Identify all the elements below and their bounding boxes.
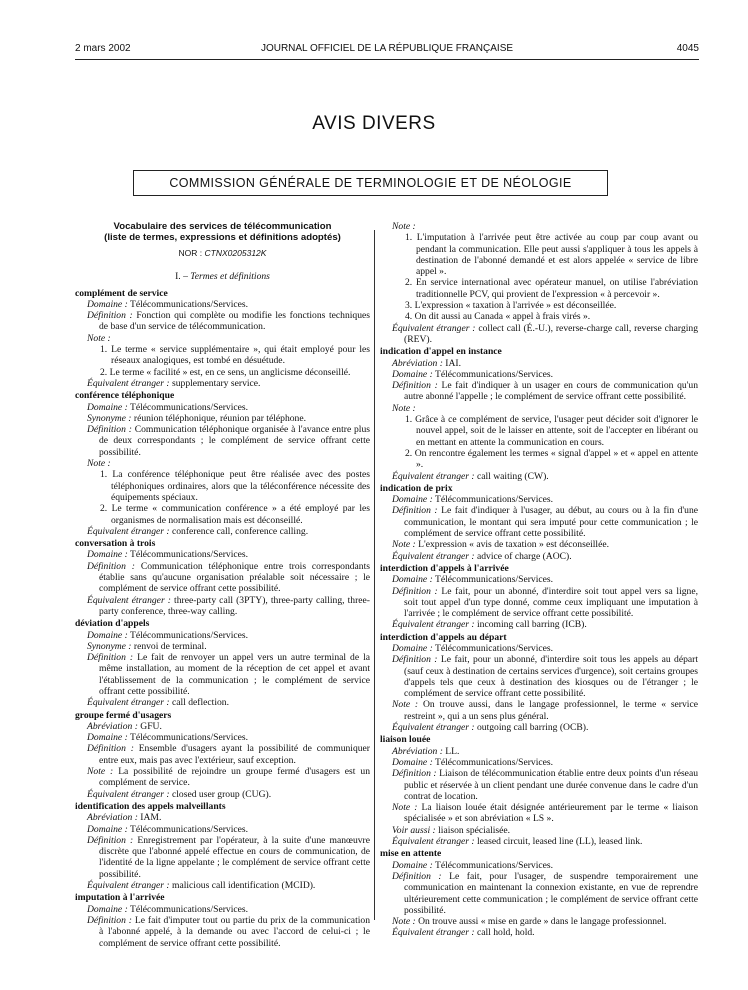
- note-item: 1. L'imputation à l'arrivée peut être activée au coup par coup avant ou pendant la communication. Elle peut aussi s'appliquer à tous les appels à destination de l'abonné demandé et est alors appelée « service de libre appel ».: [405, 232, 698, 278]
- entry-domaine: [75, 299, 370, 310]
- equivalent-value: outgoing call barring (OCB).: [477, 722, 589, 734]
- entry-equivalent: [75, 789, 370, 800]
- equivalent-value: three-party call (3PTY), three-party calling, three-party conference, three-way calling.: [99, 594, 370, 617]
- note-item: 4. On dit aussi au Canada « appel à frais virés ».: [405, 311, 591, 323]
- domaine-value: Télécommunications/Services.: [130, 629, 249, 641]
- entry-term: identification des appels malveillants: [75, 800, 226, 812]
- entry-term: déviation d'appels: [75, 618, 150, 630]
- commission-box: COMMISSION GÉNÉRALE DE TERMINOLOGIE ET DE NÉOLOGIE: [133, 170, 608, 196]
- entry: [75, 390, 370, 537]
- entry-abreviation: [75, 721, 370, 732]
- domaine-value: Télécommunications/Services.: [435, 756, 554, 768]
- note-value: On trouve aussi « mise en garde » dans le langage professionnel.: [418, 916, 667, 928]
- note-label: Note :: [392, 402, 416, 414]
- abreviation-label: Abréviation :: [392, 745, 443, 757]
- equivalent-label: Équivalent étranger :: [87, 377, 170, 389]
- entry-equivalent: [380, 927, 698, 938]
- equivalent-value: supplementary service.: [172, 377, 261, 389]
- domaine-value: Télécommunications/Services.: [130, 903, 249, 915]
- entry-domaine: [75, 732, 370, 743]
- definition-label: Définition :: [87, 834, 134, 846]
- entry-term: groupe fermé d'usagers: [75, 709, 172, 721]
- note-label: Note :: [392, 802, 418, 814]
- definition-label: Définition :: [87, 743, 134, 755]
- domaine-value: Télécommunications/Services.: [435, 368, 554, 380]
- entry: [75, 538, 370, 617]
- equivalent-label: Équivalent étranger :: [87, 525, 170, 537]
- entry: [380, 483, 698, 562]
- definition-value: Le fait d'indiquer à un usager en cours de communication qu'un autre abonné l'appelle ; le complément de service offrant cette possibilité.: [404, 380, 699, 403]
- section-title: [75, 271, 370, 282]
- header-date: 2 mars 2002: [75, 43, 131, 54]
- abreviation-label: Abréviation :: [392, 357, 443, 369]
- note-label: Note :: [392, 699, 419, 711]
- entry-synonyme: [75, 413, 370, 424]
- note-label: Note :: [392, 916, 416, 928]
- entry-term: indication de prix: [380, 482, 453, 494]
- domaine-value: Télécommunications/Services.: [435, 574, 554, 586]
- note-value: La possibilité de rejoindre un groupe fermé d'usagers est un complément de service.: [99, 766, 370, 789]
- entry-equivalent: [75, 526, 370, 537]
- entry-note: [380, 802, 698, 825]
- domaine-label: Domaine :: [87, 629, 128, 641]
- entry: [380, 346, 698, 482]
- note-item: 2. Le terme « facilité » est, en ce sens, un anglicisme déconseillé.: [100, 366, 351, 378]
- entry-term: conversation à trois: [75, 538, 156, 550]
- nor-value: CTNX0205312K: [204, 248, 267, 258]
- note-label: Note :: [392, 539, 416, 551]
- definition-label: Définition :: [87, 652, 134, 664]
- domaine-label: Domaine :: [87, 732, 128, 744]
- voir-aussi-value: liaison spécialisée.: [438, 824, 511, 836]
- equivalent-label: Équivalent étranger :: [87, 880, 170, 892]
- domaine-value: Télécommunications/Services.: [130, 298, 249, 310]
- entry-equivalent: [75, 595, 370, 618]
- voir-aussi-label: Voir aussi :: [392, 824, 436, 836]
- definition-value: Le fait, pour l'usager, de suspendre temporairement une communication en maintenant la connexion existante, en vue de reprendre ultérieurement cette communication ; le complément de service offrant cette possibilité.: [404, 870, 698, 916]
- entry-domaine: [380, 369, 698, 380]
- definition-value: Fonction qui complète ou modifie les fonctions techniques de base d'un service de télécommunication.: [99, 310, 370, 333]
- domaine-label: Domaine :: [87, 401, 128, 413]
- definition-label: Définition :: [87, 560, 135, 572]
- note-item: 2. Le terme « communication conférence » a été employé par les organismes de normalisation mais est déconseillé.: [100, 503, 370, 526]
- entry-equivalent: [75, 880, 370, 891]
- entry-definition: [380, 586, 698, 620]
- domaine-label: Domaine :: [87, 903, 128, 915]
- definition-value: Enregistrement par l'opérateur, à la suite d'une manœuvre discrète que l'abonné appelé effectue en cours de communication, de l'identité de la ligne appelante ; le complément de service offrant cette possibilité.: [99, 834, 371, 880]
- note-value: L'expression « avis de taxation » est déconseillée.: [418, 539, 610, 551]
- equivalent-value: leased circuit, leased line (LL), leased link.: [477, 836, 643, 848]
- definition-label: Définition :: [87, 914, 132, 926]
- left-column: [75, 221, 370, 949]
- document-title-line1: Vocabulaire des services de télécommunication: [113, 221, 332, 232]
- abreviation-value: GFU.: [140, 720, 162, 732]
- entry-term: complément de service: [75, 287, 168, 299]
- header-rule: [75, 59, 699, 60]
- synonyme-value: réunion téléphonique, réunion par téléphone.: [133, 412, 306, 424]
- definition-value: Le fait, pour un abonné, d'interdire soit tous les appels au départ (sauf ceux à destination de certains services d'urgence), soit certains groupes d'appels tels que ceux à destination des kiosques ou de l'étranger ; le complément de service offrant cette possibilité.: [404, 654, 698, 700]
- note-item: 1. La conférence téléphonique peut être réalisée avec des postes téléphoniques ordinaires, alors que la téléconférence nécessite des équipements spéciaux.: [100, 469, 370, 503]
- domaine-value: Télécommunications/Services.: [130, 401, 249, 413]
- entry-abreviation: [75, 812, 370, 823]
- domaine-label: Domaine :: [392, 642, 433, 654]
- entry: [380, 563, 698, 631]
- entry-definition: [380, 768, 698, 802]
- entry: [75, 288, 370, 390]
- definition-label: Définition :: [392, 870, 442, 882]
- entry-term: interdiction d'appels au départ: [380, 631, 507, 643]
- definition-value: Le fait, pour un abonné, d'interdire soit tout appel vers sa ligne, soit tout appel d'un type donné, comme ceux impliquant une imputation à l'arrivée ; le complément de service offrant cette possibilité.: [404, 585, 699, 620]
- synonyme-value: renvoi de terminal.: [133, 640, 207, 652]
- abreviation-value: IAI.: [445, 357, 462, 369]
- entry-note: [380, 916, 698, 927]
- equivalent-label: Équivalent étranger :: [392, 927, 475, 939]
- domaine-label: Domaine :: [392, 368, 433, 380]
- entry: [75, 710, 370, 800]
- entry-note: [380, 699, 698, 722]
- note-label: Note :: [392, 221, 416, 232]
- domaine-value: Télécommunications/Services.: [130, 823, 249, 835]
- equivalent-label: Équivalent étranger :: [392, 836, 475, 848]
- header-journal-title: JOURNAL OFFICIEL DE LA RÉPUBLIQUE FRANÇAISE: [260, 43, 514, 54]
- entry-definition: [380, 505, 698, 539]
- nor-label: NOR :: [178, 248, 203, 258]
- entry-abreviation: [380, 358, 698, 369]
- equivalent-value: conference call, conference calling.: [172, 525, 309, 537]
- domaine-label: Domaine :: [87, 298, 128, 310]
- entry-domaine: [380, 643, 698, 654]
- definition-label: Définition :: [392, 585, 438, 597]
- definition-value: Le fait de renvoyer un appel vers un autre terminal de la même installation, au moment de la réception de cet appel et avant l'établissement de la communication ; le complément de service offrant cette possibilité.: [99, 652, 371, 697]
- entry: [75, 892, 370, 948]
- entry-continued: [380, 221, 698, 345]
- definition-label: Définition :: [87, 310, 133, 322]
- running-header: [75, 43, 699, 57]
- entry-definition: [75, 652, 370, 697]
- equivalent-label: Équivalent étranger :: [392, 550, 475, 562]
- domaine-label: Domaine :: [392, 574, 433, 586]
- entry-note: [380, 539, 698, 550]
- note-label: Note :: [87, 766, 114, 778]
- synonyme-label: Synonyme :: [87, 412, 132, 424]
- entry: [380, 734, 698, 847]
- note-value: On trouve aussi, dans le langage professionnel, le terme « service restreint », qui a un sens plus général.: [404, 699, 698, 722]
- entry-definition: [75, 743, 370, 766]
- entry-equivalent: [380, 836, 698, 847]
- definition-label: Définition :: [87, 424, 132, 436]
- domaine-label: Domaine :: [392, 859, 433, 871]
- note-item: 2. On rencontre également les termes « signal d'appel » et « appel en attente ».: [405, 447, 698, 471]
- section-number: I. –: [175, 271, 188, 283]
- entry-equivalent: [380, 471, 698, 482]
- entry-domaine: [380, 860, 698, 871]
- domaine-label: Domaine :: [392, 494, 433, 506]
- synonyme-label: Synonyme :: [87, 640, 132, 652]
- equivalent-label: Équivalent étranger :: [392, 722, 475, 734]
- header-page-number: 4045: [676, 43, 699, 54]
- equivalent-value: incoming call barring (ICB).: [477, 619, 587, 631]
- entry-definition: [380, 380, 698, 403]
- equivalent-label: Équivalent étranger :: [392, 470, 475, 482]
- abreviation-label: Abréviation :: [87, 812, 138, 824]
- domaine-label: Domaine :: [87, 549, 128, 561]
- entry-term: liaison louée: [380, 734, 431, 746]
- section-heading: AVIS DIVERS: [312, 113, 436, 134]
- note-value: La liaison louée était désignée antérieurement par le terme « liaison spécialisée » et son abréviation « LS ».: [404, 802, 698, 825]
- entry-term: interdiction d'appels à l'arrivée: [380, 562, 509, 574]
- entry-domaine: [380, 757, 698, 768]
- section-title-text: Termes et définitions: [190, 271, 270, 283]
- note-item: 3. L'expression « taxation à l'arrivée » est déconseillée.: [405, 300, 617, 312]
- definition-value: Liaison de télécommunication établie entre deux points d'un réseau public et réservée à un client pendant une durée convenue dans le cadre d'un contrat de location.: [404, 768, 698, 802]
- definition-label: Définition :: [392, 505, 438, 517]
- entry-note: [75, 766, 370, 789]
- entry-term: imputation à l'arrivée: [75, 892, 165, 904]
- entry-domaine: [75, 402, 370, 413]
- entry-domaine: [75, 824, 370, 835]
- entry-domaine: [380, 494, 698, 505]
- entry-term: mise en attente: [380, 848, 442, 860]
- entry: [380, 848, 698, 938]
- note-label: Note :: [87, 458, 111, 470]
- definition-value: Le fait d'imputer tout ou partie du prix de la communication à l'abonné appelé, à la demande ou avec l'accord de celui-ci ; le complément de service offrant cette possibilité.: [99, 914, 370, 949]
- domaine-label: Domaine :: [87, 823, 128, 835]
- entry-definition: [75, 835, 370, 880]
- abreviation-value: IAM.: [140, 812, 162, 824]
- entry-domaine: [75, 904, 370, 915]
- entry-equivalent: [75, 697, 370, 708]
- entry-domaine: [75, 630, 370, 641]
- equivalent-value: collect call (É.-U.), reverse-charge call, reverse charging (REV).: [404, 322, 699, 345]
- entry-equivalent: [380, 619, 698, 630]
- definition-value: Communication téléphonique entre trois correspondants établie sans qu'aucune organisation préalable soit nécessaire ; le complément de service offrant cette possibilité.: [99, 560, 370, 595]
- equivalent-label: Équivalent étranger :: [392, 322, 476, 334]
- entry-synonyme: [75, 641, 370, 652]
- entry-equivalent: [380, 551, 698, 562]
- entry-definition: [75, 915, 370, 949]
- equivalent-value: call deflection.: [172, 697, 230, 709]
- domaine-value: Télécommunications/Services.: [130, 732, 249, 744]
- domaine-label: Domaine :: [392, 756, 433, 768]
- abreviation-label: Abréviation :: [87, 720, 138, 732]
- equivalent-value: malicious call identification (MCID).: [172, 880, 316, 892]
- entry-definition: [75, 424, 370, 458]
- equivalent-value: call waiting (CW).: [477, 470, 549, 482]
- note-label: Note :: [87, 332, 111, 344]
- equivalent-value: advice of charge (AOC).: [477, 550, 572, 562]
- column-divider: [374, 230, 375, 920]
- definition-value: Ensemble d'usagers ayant la possibilité de communiquer entre eux, mais pas avec l'extérieur, sauf exception.: [99, 743, 370, 766]
- equivalent-label: Équivalent étranger :: [87, 788, 170, 800]
- entry: [75, 801, 370, 891]
- entry-definition: [380, 871, 698, 916]
- entry-domaine: [380, 574, 698, 585]
- entry-definition: [75, 310, 370, 333]
- equivalent-value: call hold, hold.: [477, 927, 535, 939]
- definition-value: Communication téléphonique organisée à l'avance entre plus de deux correspondants ; le complément de service offrant cette possibilité.: [99, 424, 371, 458]
- definition-label: Définition :: [392, 768, 437, 780]
- entry-equivalent: [380, 722, 698, 733]
- definition-value: Le fait d'indiquer à l'usager, au début, au cours ou à la fin d'une communication, le montant qui sera imputé pour cette communication ; le complément de service offrant cette possibilité.: [404, 505, 698, 540]
- note-item: 1. Grâce à ce complément de service, l'usager peut décider soit d'ignorer le nouvel appel, soit de le laisser en attente, soit de l'accepter en libérant ou en mettant en attente la communication en cours.: [405, 414, 698, 448]
- domaine-value: Télécommunications/Services.: [435, 494, 554, 506]
- entry-equivalent: [75, 378, 370, 389]
- entry-abreviation: [380, 746, 698, 757]
- domaine-value: Télécommunications/Services.: [435, 859, 554, 871]
- entry-term: conférence téléphonique: [75, 390, 175, 402]
- entry: [380, 632, 698, 734]
- note-item: 1. Le terme « service supplémentaire », qui était employé pour les réseaux analogiques, est tombé en désuétude.: [100, 344, 370, 367]
- equivalent-label: Équivalent étranger :: [87, 594, 171, 606]
- entry-equivalent: [380, 323, 698, 346]
- document-title-line2: (liste de termes, expressions et définitions adoptés): [104, 232, 341, 243]
- equivalent-label: Équivalent étranger :: [87, 697, 170, 709]
- nor-reference: [75, 248, 370, 259]
- entry-voir-aussi: [380, 825, 698, 836]
- definition-label: Définition :: [392, 380, 438, 392]
- entry-term: indication d'appel en instance: [380, 346, 502, 358]
- note-item: 2. En service international avec opérateur manuel, on utilise l'abréviation traditionnelle PCV, qui provient de l'expression « à percevoir ».: [405, 277, 698, 300]
- entry: [75, 618, 370, 708]
- entry-definition: [380, 654, 698, 699]
- equivalent-value: closed user group (CUG).: [172, 788, 272, 800]
- definition-label: Définition :: [392, 654, 438, 666]
- entry-definition: [75, 561, 370, 595]
- right-column: [380, 221, 698, 939]
- abreviation-value: LL.: [445, 745, 460, 757]
- equivalent-label: Équivalent étranger :: [392, 619, 475, 631]
- domaine-value: Télécommunications/Services.: [130, 549, 249, 561]
- domaine-value: Télécommunications/Services.: [435, 642, 554, 654]
- entry-domaine: [75, 549, 370, 560]
